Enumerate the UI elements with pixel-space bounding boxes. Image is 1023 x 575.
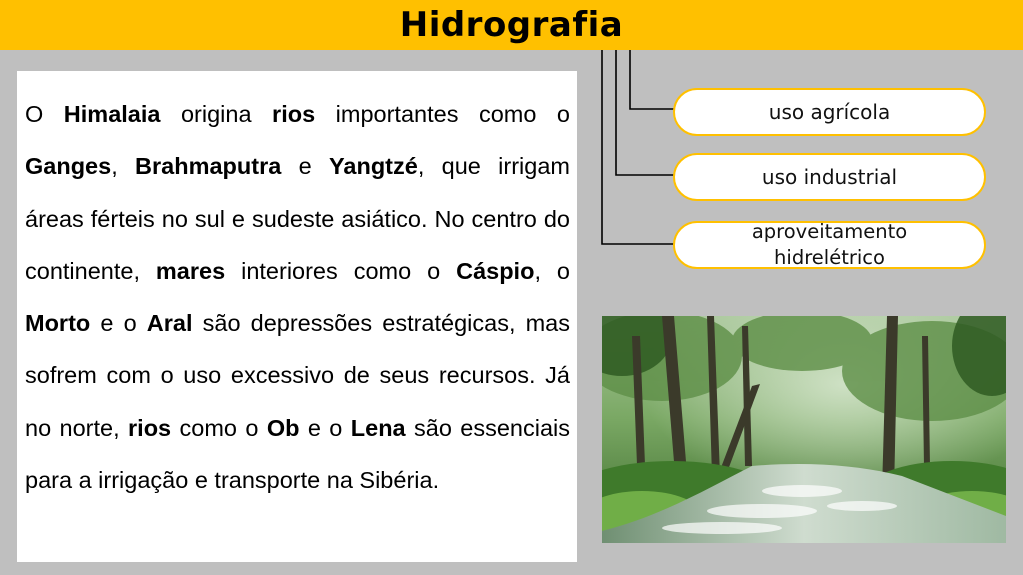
bold-term: Himalaia xyxy=(63,101,161,127)
use-industrial-pill xyxy=(673,153,986,201)
text-run: interiores como o xyxy=(225,257,457,284)
use-agricultural-label: uso agrícola xyxy=(768,100,891,124)
bold-term: Lena xyxy=(350,414,406,441)
text-run: e o xyxy=(90,310,147,337)
bold-term: Cáspio xyxy=(456,257,535,284)
bold-term: Ob xyxy=(266,414,300,441)
use-industrial-label: uso industrial xyxy=(761,165,898,189)
text-run: são depressões estratégicas, mas sofrem com o uso excessivo de seus recursos. Já no norte, xyxy=(25,310,570,441)
bold-term: Brahmaputra xyxy=(135,153,282,180)
text-run: são essenciais para a irrigação e transporte na Sibéria. xyxy=(25,414,571,494)
use-hydroelectric-label: aproveitamento hidrelétrico xyxy=(751,220,908,269)
bold-term: mares xyxy=(139,257,226,284)
bold-term: Aral xyxy=(146,310,193,337)
text-run: , que irrigam áreas férteis no sul e sudeste asiático. No centro do continente, xyxy=(25,153,570,284)
text-run: como o xyxy=(171,414,267,441)
bold-term: Yangtzé xyxy=(329,153,418,180)
bold-term: Morto xyxy=(25,310,91,337)
text-run: , xyxy=(111,153,136,180)
slide-title: Hidrografia xyxy=(399,5,624,45)
text-run: , o xyxy=(534,257,570,284)
bold-term: rios xyxy=(272,101,316,127)
connector-line-3 xyxy=(602,50,688,244)
text-run: e xyxy=(281,153,330,180)
use-hydroelectric-pill xyxy=(673,221,986,269)
text-run: importantes como o xyxy=(315,101,571,127)
forest-river-photo xyxy=(602,316,1006,543)
text-run: origina xyxy=(160,101,273,127)
text-run: e o xyxy=(299,414,351,441)
text-run: O xyxy=(25,101,64,127)
bold-term: Ganges xyxy=(25,153,112,180)
use-agricultural-pill xyxy=(673,88,986,136)
bold-term: rios xyxy=(128,414,172,441)
